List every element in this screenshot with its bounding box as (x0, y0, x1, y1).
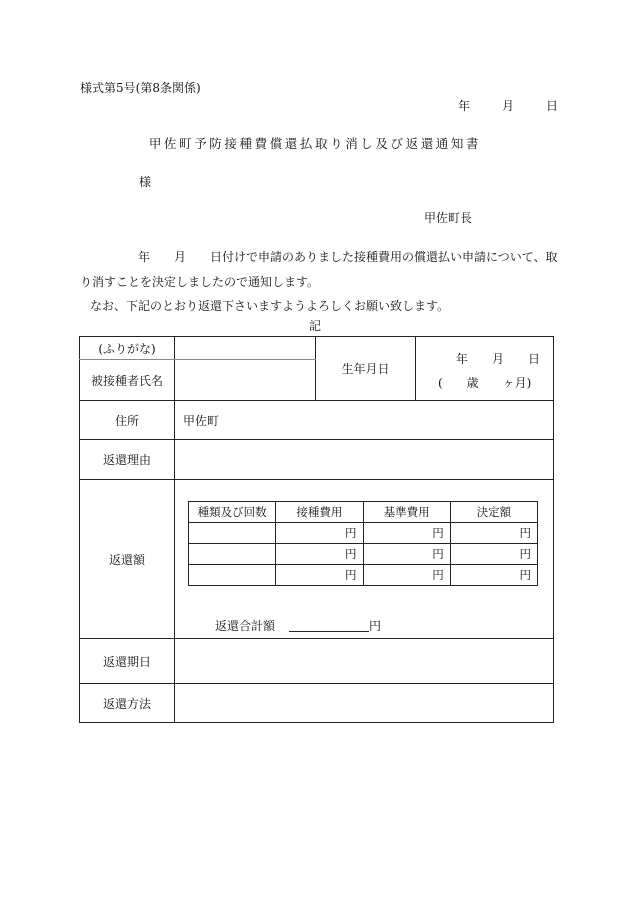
name-value (175, 360, 316, 401)
date-day: 日 (546, 99, 559, 113)
type-cell (189, 523, 276, 544)
table-row (189, 565, 538, 586)
address-label: 住所 (80, 401, 175, 440)
body-line-1: 年 月 日付けで申請のありました接種費用の償還払い申請について、取 (138, 250, 558, 264)
total-yen: 円 (369, 619, 382, 633)
decided-cell: 円 (450, 544, 537, 565)
total-blank-line (289, 619, 369, 632)
document-title: 甲佐町予防接種費償還払取り消し及び返還通知書 (148, 136, 482, 151)
total-amount (215, 619, 381, 632)
standard-cell: 円 (363, 544, 450, 565)
furigana-value (175, 337, 316, 360)
birth-label: 生年月日 (316, 337, 416, 401)
method-label: 返還方法 (80, 684, 175, 723)
amount-breakdown-table (188, 501, 538, 586)
col-header-type: 種類及び回数 (189, 502, 276, 523)
reason-label: 返還理由 (80, 440, 175, 480)
amount-value (175, 480, 554, 639)
birth-value (416, 337, 554, 401)
name-label: 被接種者氏名 (80, 360, 175, 401)
addressee-suffix: 様 (139, 175, 152, 189)
amount-label: 返還額 (80, 480, 175, 639)
decided-cell: 円 (450, 523, 537, 544)
reason-value (175, 440, 554, 480)
due-date-label: 返還期日 (80, 639, 175, 684)
fee-cell: 円 (276, 565, 363, 586)
due-date-value (175, 639, 554, 684)
fee-cell: 円 (276, 544, 363, 565)
form-number: 様式第5号(第8条関係) (80, 81, 201, 95)
type-cell (189, 565, 276, 586)
table-row (189, 544, 538, 565)
furigana-label: (ふりがな) (80, 337, 175, 360)
total-label: 返還合計額 (215, 619, 276, 633)
issue-date (458, 100, 558, 112)
standard-cell: 円 (363, 523, 450, 544)
type-cell (189, 544, 276, 565)
birth-date-line: 年 月 日 (456, 352, 541, 366)
date-year: 年 (458, 99, 471, 113)
decided-cell: 円 (450, 565, 537, 586)
notice-table (79, 336, 554, 723)
col-header-standard: 基準費用 (363, 502, 450, 523)
method-value (175, 684, 554, 723)
address-value: 甲佐町 (175, 401, 554, 440)
birth-age-line: ( 歳 ヶ月) (438, 376, 532, 390)
date-month: 月 (502, 99, 515, 113)
body-line-2: り消すことを決定しましたので通知します。 (80, 275, 320, 289)
ki-heading: 記 (308, 319, 321, 333)
fee-cell: 円 (276, 523, 363, 544)
body-line-3: なお、下記のとおり返還下さいますようよろしくお願い致します。 (90, 299, 450, 313)
table-row (189, 523, 538, 544)
issuer-name: 甲佐町長 (424, 211, 473, 225)
col-header-fee: 接種費用 (276, 502, 363, 523)
col-header-decided: 決定額 (450, 502, 537, 523)
standard-cell: 円 (363, 565, 450, 586)
